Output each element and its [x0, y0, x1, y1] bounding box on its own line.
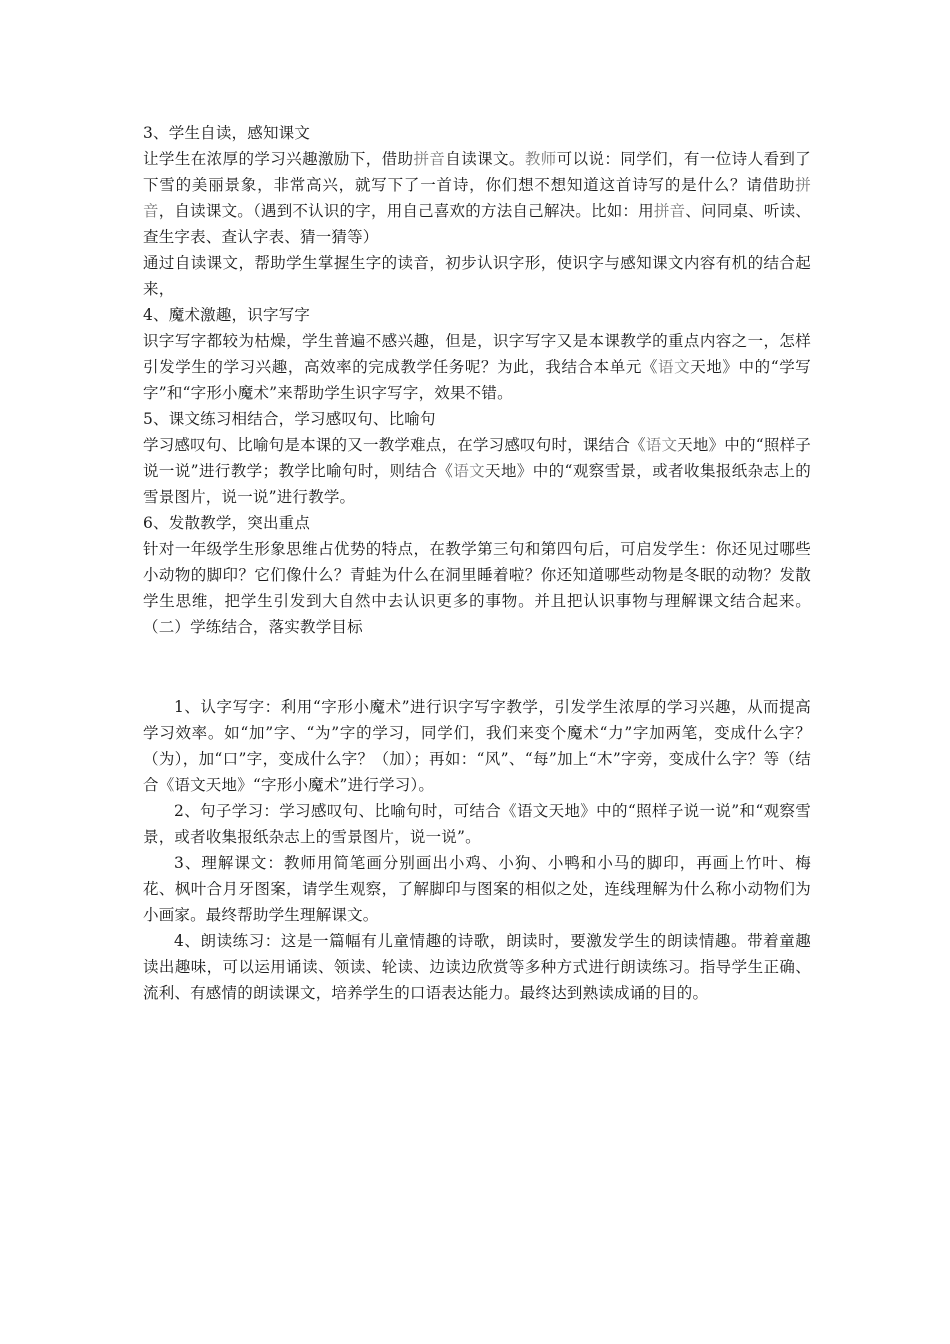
- list-item: 1、认字写字：利用“字形小魔术”进行识字写字教学，引发学生浓厚的学习兴趣，从而提高学习效率。如“加”字、“为”字的学习，同学们，我们来变个魔术“力”字加两笔，变成什么字？（为），加“口”字，变成什么字？（加）；再如：“风”、“每”加上“木”字旁，变成什么字？等（结合《语文天地》“字形小魔术”进行学习）。: [143, 698, 811, 794]
- section-5-heading: 5、课文练习相结合，学习感叹句、比喻句: [143, 410, 436, 428]
- text-run: 天地》中的“观察雪景，或者收集报纸杂志上的雪景图片，说一说”进行教学。: [143, 462, 811, 506]
- section-3-heading: 3、学生自读，感知课文: [143, 124, 311, 142]
- inline-link[interactable]: 拼音: [413, 150, 446, 168]
- inline-link[interactable]: 语文: [645, 436, 678, 454]
- text-run: 识字写字都较为枯燥，学生普遍不感兴趣，但是，识字写字又是本课教学的重点内容之一，怎样引发学生的学习兴趣，高效率的完成教学任务呢？为此，我结合本单元《: [143, 332, 811, 376]
- section-4-paragraph: [143, 328, 811, 406]
- spacer: [143, 640, 811, 694]
- inline-link[interactable]: 拼音: [653, 202, 686, 220]
- inline-link[interactable]: 语文: [453, 462, 486, 480]
- section-6-paragraph: 针对一年级学生形象思维占优势的特点，在教学第三句和第四句后，可启发学生：你还见过哪些小动物的脚印？它们像什么？青蛙为什么在洞里睡着啦？你还知道哪些动物是冬眠的动物？发散学生思维，把学生引发到大自然中去认识更多的事物。并且把认识事物与理解课文结合起来。（二）学练结合，落实教学目标: [143, 540, 811, 636]
- text-run: 、问同桌、听读、查生字表、查认字表、猜一猜等）: [143, 202, 812, 246]
- text-run: 学习感叹句、比喻句是本课的又一教学难点，在学习感叹句时，课结合《: [143, 436, 646, 454]
- text-run: 让学生在浓厚的学习兴趣激励下，借助: [143, 150, 414, 168]
- text-run: 天地》中的“照样子说一说”进行教学；教学比喻句时，则结合《: [143, 436, 811, 480]
- list-item: 4、朗读练习：这是一篇幅有儿童情趣的诗歌，朗读时，要激发学生的朗读情趣。带着童趣读出趣味，可以运用诵读、领读、轮读、边读边欣赏等多种方式进行朗读练习。指导学生正确、流利、有感情的朗读课文，培养学生的口语表达能力。最终达到熟读成诵的目的。: [143, 932, 811, 1002]
- inline-link[interactable]: 语文: [658, 358, 691, 376]
- section-3-paragraph: [143, 146, 811, 250]
- list-item: 2、句子学习：学习感叹句、比喻句时，可结合《语文天地》中的“照样子说一说”和“观察雪景，或者收集报纸杂志上的雪景图片，说一说”。: [143, 802, 811, 846]
- text-run: ，自读课文。（遇到不认识的字，用自己喜欢的方法自己解决。比如：用: [158, 202, 654, 220]
- text-run: 可以说：同学们，有一位诗人看到了下雪的美丽景象，非常高兴，就写下了一首诗，你们想不想知道这首诗写的是什么？请借助: [143, 150, 811, 194]
- section-4-heading: 4、魔术激趣，识字写字: [143, 306, 311, 324]
- document-body: [143, 120, 811, 1006]
- inline-link[interactable]: 拼音: [143, 176, 811, 220]
- section-3-summary: 通过自读课文，帮助学生掌握生字的读音，初步认识字形，使识字与感知课文内容有机的结合起来，: [143, 254, 811, 298]
- text-run: 天地》中的“学写字”和“字形小魔术”来帮助学生识字写字，效果不错。: [143, 358, 812, 402]
- section-5-paragraph: [143, 432, 811, 510]
- section-6-heading: 6、发散教学，突出重点: [143, 514, 311, 532]
- inline-link[interactable]: 教师: [524, 150, 557, 168]
- text-run: 自读课文。: [445, 150, 525, 168]
- list-item: 3、理解课文：教师用简笔画分别画出小鸡、小狗、小鸭和小马的脚印，再画上竹叶、梅花、枫叶合月牙图案，请学生观察，了解脚印与图案的相似之处，连线理解为什么称小动物们为小画家。最终帮助学生理解课文。: [143, 854, 811, 924]
